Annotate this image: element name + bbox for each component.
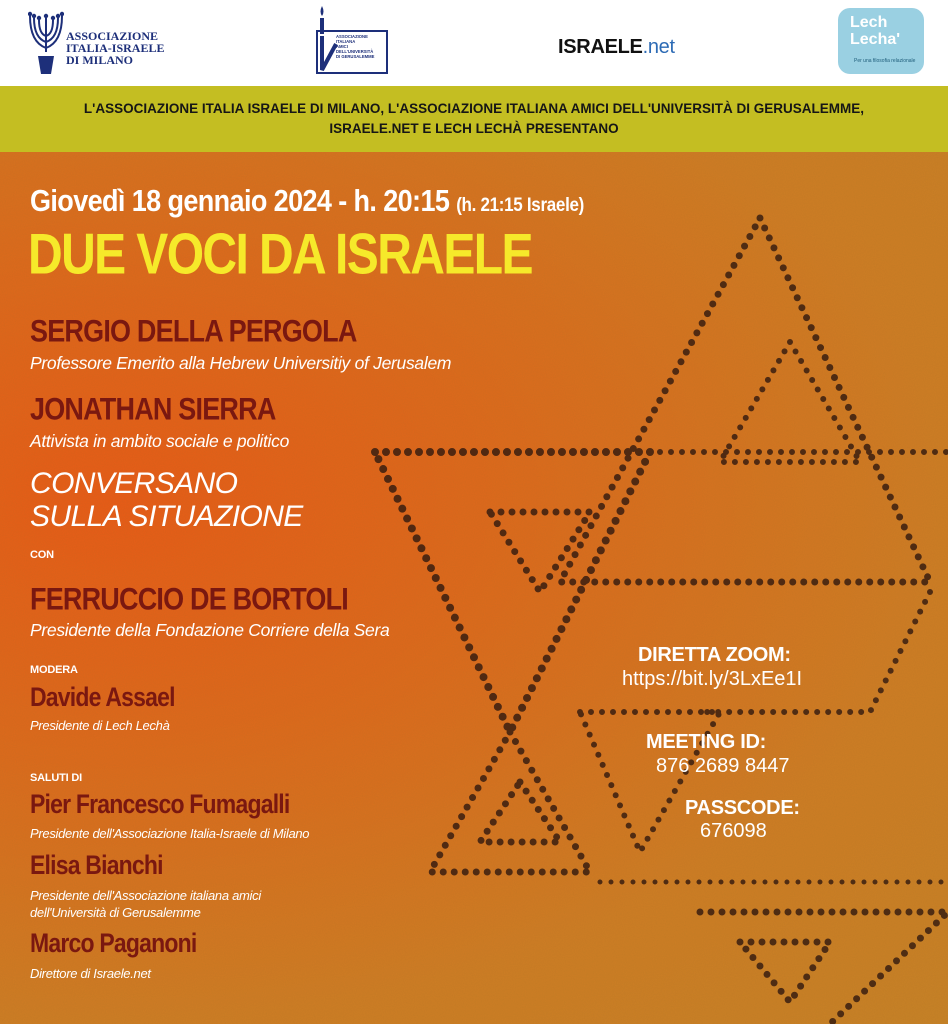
meeting-id: 876 2689 8447	[656, 755, 790, 777]
event-date-main: Giovedì 18 gennaio 2024 - h. 20:15	[30, 184, 450, 218]
modera-label: MODERA	[30, 664, 78, 676]
saluti-name: Elisa Bianchi	[30, 850, 163, 880]
speaker-name: SERGIO DELLA PERGOLA	[30, 314, 357, 349]
event-title: DUE VOCI DA ISRAELE	[28, 223, 532, 287]
amici-universita-logo	[316, 4, 390, 76]
conversano-line: SULLA SITUAZIONE	[30, 500, 303, 533]
moderator-role: Presidente di Lech Lechà	[30, 718, 170, 733]
org1-line: DI MILANO	[66, 53, 134, 67]
org1-line: ITALIA-ISRAELE	[66, 41, 165, 55]
israele-text: ISRAELE	[558, 36, 643, 58]
event-date-israel: (h. 21:15 Israele)	[456, 194, 585, 216]
banner-line2: ISRAELE.NET E LECH LECHÀ	[329, 121, 526, 136]
org2-line: DELL'UNIVERSITÀ	[336, 49, 374, 54]
con-label: CON	[30, 549, 54, 561]
zoom-label: DIRETTA ZOOM:	[638, 644, 791, 666]
israele-net-logo	[558, 36, 675, 59]
banner-presentano: PRESENTANO	[525, 121, 619, 136]
saluti-name: Pier Francesco Fumagalli	[30, 789, 290, 819]
header-logos	[0, 0, 948, 86]
associazione-italia-israele-logo	[28, 8, 178, 78]
conversano-heading	[30, 467, 303, 533]
lech-lecha-logo	[838, 8, 924, 74]
banner-line1: L'ASSOCIAZIONE ITALIA ISRAELE DI MILANO, L'ASSOCIAZIONE ITALIANA AMICI DELL'UNIVERSITÀ DI GERUSALEMME,	[83, 101, 865, 116]
saluti-role: Direttore di Israele.net	[30, 966, 151, 981]
org1-line: ASSOCIAZIONE	[66, 29, 159, 43]
org2-line: DI GERUSALEMME	[336, 54, 375, 59]
saluti-role: dell'Università di Gerusalemme	[30, 905, 201, 920]
menorah-icon	[28, 8, 64, 78]
passcode-label: PASSCODE:	[685, 797, 800, 819]
org2-line: AMICI	[336, 44, 348, 49]
passcode: 676098	[700, 820, 767, 842]
zoom-url[interactable]: https://bit.ly/3LxEe1I	[622, 668, 803, 690]
org2-line: ITALIANA	[336, 39, 356, 44]
saluti-role: Presidente dell'Associazione italiana amici	[30, 888, 261, 903]
guest-name: FERRUCCIO DE BORTOLI	[30, 582, 349, 617]
speaker-role: Attivista in ambito sociale e politico	[30, 431, 290, 451]
guest-role: Presidente della Fondazione Corriere della Sera	[30, 620, 390, 640]
presenters-banner	[0, 86, 948, 152]
lech-tagline: Per una filosofia relazionale	[854, 58, 916, 64]
lech-line: Lech	[850, 14, 888, 31]
moderator-name: Davide Assael	[30, 682, 175, 712]
speaker-name: JONATHAN SIERRA	[30, 392, 276, 427]
conversano-line: CONVERSANO	[30, 467, 238, 500]
saluti-name: Marco Paganoni	[30, 928, 197, 958]
speaker-role: Professore Emerito alla Hebrew Universitiy of Jerusalem	[30, 353, 452, 373]
saluti-role: Presidente dell'Associazione Italia-Israele di Milano	[30, 826, 310, 841]
saluti-label: SALUTI DI	[30, 772, 82, 784]
meeting-id-label: MEETING ID:	[646, 731, 767, 753]
org2-line: ASSOCIAZIONE	[336, 34, 368, 39]
net-text: .net	[642, 36, 675, 58]
lech-line: Lecha'	[850, 31, 901, 48]
event-date	[30, 184, 584, 219]
